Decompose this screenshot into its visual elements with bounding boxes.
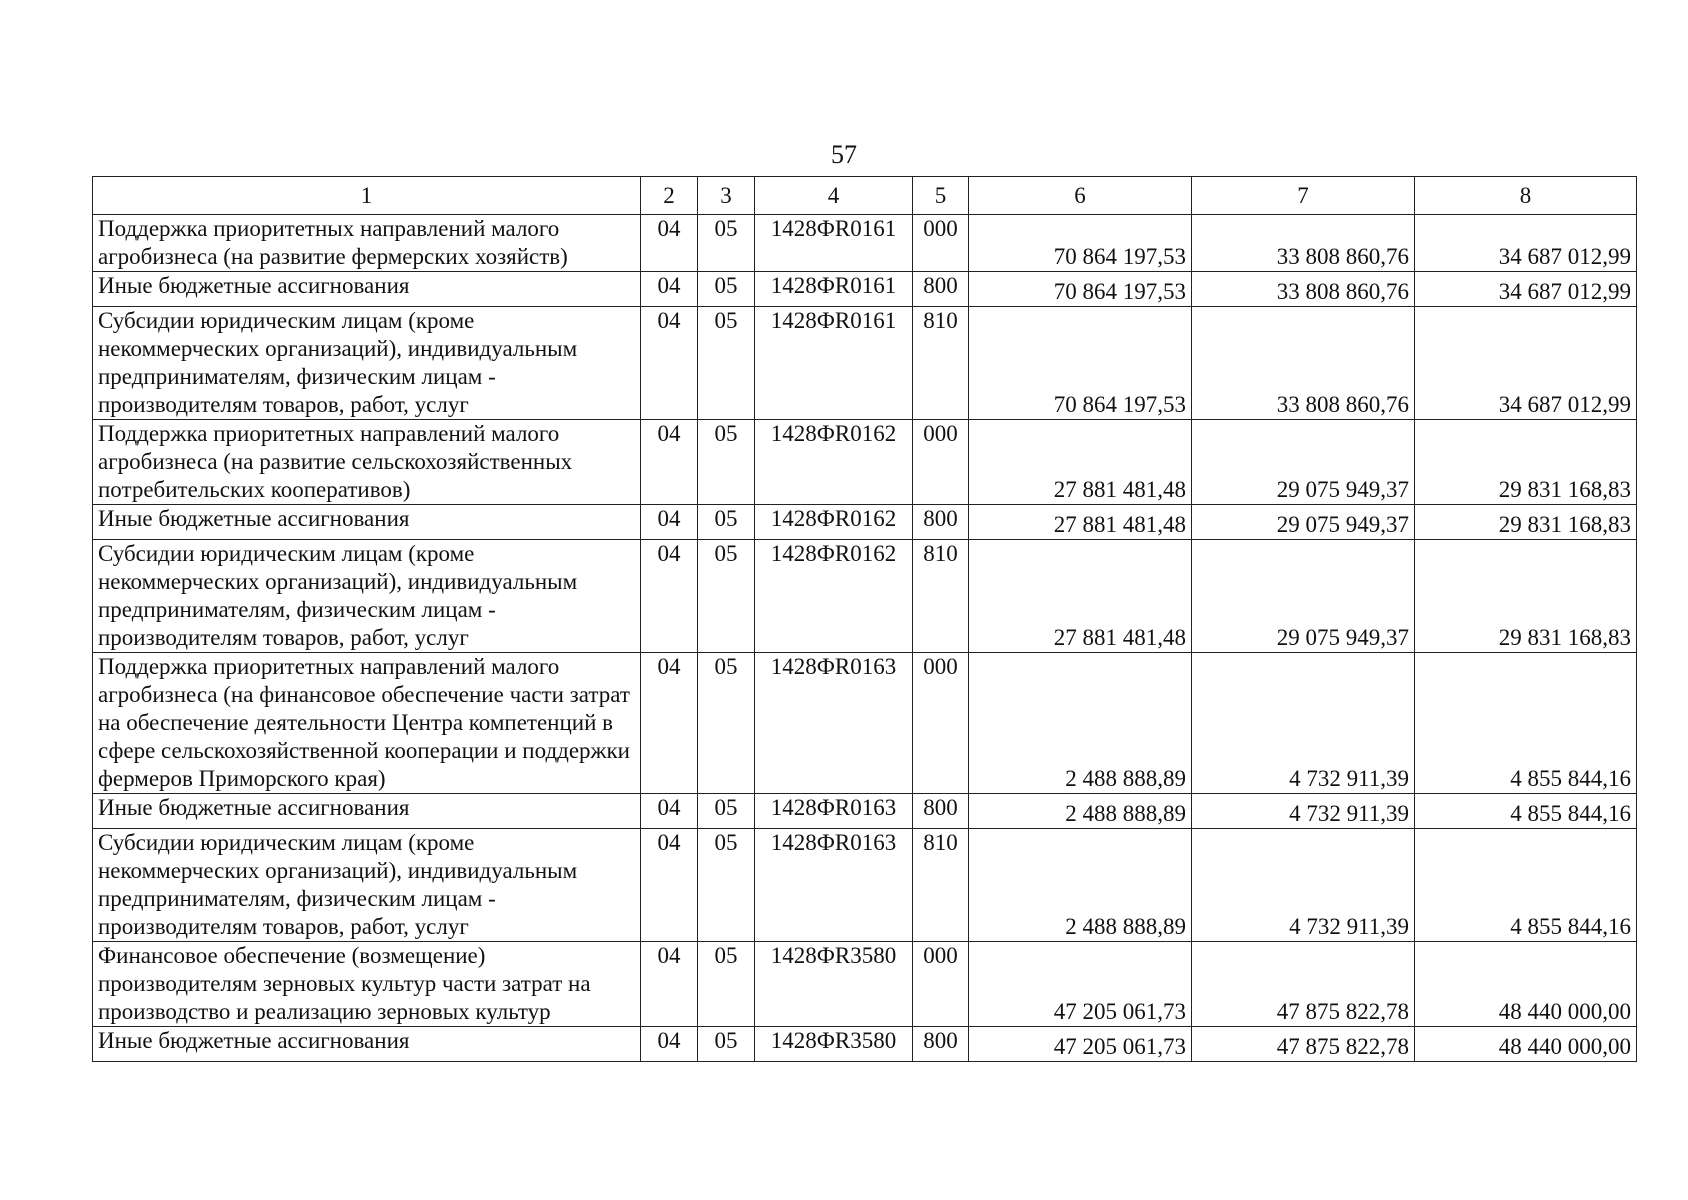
row-target-code: 1428ФR0163 — [755, 794, 913, 829]
row-target-code: 1428ФR0161 — [755, 215, 913, 272]
row-target-code: 1428ФR0161 — [755, 272, 913, 307]
row-expense-type: 810 — [913, 307, 969, 420]
table-row — [93, 505, 1637, 540]
row-amount-col8: 29 831 168,83 — [1415, 505, 1637, 540]
row-section: 04 — [641, 420, 698, 505]
row-section: 04 — [641, 942, 698, 1027]
row-amount-col7: 4 732 911,39 — [1192, 653, 1415, 794]
table-row — [93, 540, 1637, 653]
row-expense-type: 800 — [913, 505, 969, 540]
row-amount-col6: 27 881 481,48 — [969, 540, 1192, 653]
row-amount-col8: 34 687 012,99 — [1415, 307, 1637, 420]
row-name: Поддержка приоритетных направлений малого агробизнеса (на развитие фермерских хозяйств) — [93, 215, 641, 272]
table-row — [93, 653, 1637, 794]
row-amount-col7: 4 732 911,39 — [1192, 829, 1415, 942]
row-amount-col6: 70 864 197,53 — [969, 307, 1192, 420]
row-amount-col8: 4 855 844,16 — [1415, 829, 1637, 942]
row-name: Поддержка приоритетных направлений малого агробизнеса (на финансовое обеспечение части затрат на обеспечение деятельности Центра компетенций в сфере сельскохозяйственной кооперации и поддержки фермеров Приморского края) — [93, 653, 641, 794]
row-expense-type: 800 — [913, 794, 969, 829]
row-subsection: 05 — [698, 942, 755, 1027]
row-amount-col6: 70 864 197,53 — [969, 272, 1192, 307]
page-number: 57 — [831, 140, 857, 169]
header-col-1: 1 — [93, 177, 641, 215]
row-amount-col6: 2 488 888,89 — [969, 653, 1192, 794]
row-target-code: 1428ФR3580 — [755, 942, 913, 1027]
header-row — [93, 177, 1637, 215]
header-col-6: 6 — [969, 177, 1192, 215]
row-target-code: 1428ФR3580 — [755, 1027, 913, 1062]
row-subsection: 05 — [698, 540, 755, 653]
row-amount-col7: 47 875 822,78 — [1192, 942, 1415, 1027]
row-subsection: 05 — [698, 1027, 755, 1062]
row-amount-col6: 47 205 061,73 — [969, 1027, 1192, 1062]
row-subsection: 05 — [698, 215, 755, 272]
row-amount-col8: 29 831 168,83 — [1415, 540, 1637, 653]
row-section: 04 — [641, 307, 698, 420]
header-col-4: 4 — [755, 177, 913, 215]
row-section: 04 — [641, 653, 698, 794]
row-amount-col8: 48 440 000,00 — [1415, 942, 1637, 1027]
table-row — [93, 307, 1637, 420]
table-row — [93, 215, 1637, 272]
row-target-code: 1428ФR0161 — [755, 307, 913, 420]
row-subsection: 05 — [698, 505, 755, 540]
row-target-code: 1428ФR0162 — [755, 505, 913, 540]
row-name: Субсидии юридическим лицам (кроме некоммерческих организаций), индивидуальным предпринимателям, физическим лицам - производителям товаров, работ, услуг — [93, 829, 641, 942]
table-row — [93, 942, 1637, 1027]
header-col-3: 3 — [698, 177, 755, 215]
header-col-2: 2 — [641, 177, 698, 215]
row-subsection: 05 — [698, 420, 755, 505]
row-section: 04 — [641, 794, 698, 829]
row-name: Иные бюджетные ассигнования — [93, 505, 641, 540]
row-expense-type: 000 — [913, 215, 969, 272]
row-name: Иные бюджетные ассигнования — [93, 1027, 641, 1062]
row-name: Иные бюджетные ассигнования — [93, 794, 641, 829]
row-section: 04 — [641, 540, 698, 653]
row-amount-col6: 2 488 888,89 — [969, 829, 1192, 942]
header-col-8: 8 — [1415, 177, 1637, 215]
row-section: 04 — [641, 505, 698, 540]
row-expense-type: 800 — [913, 272, 969, 307]
row-section: 04 — [641, 829, 698, 942]
row-section: 04 — [641, 215, 698, 272]
row-subsection: 05 — [698, 829, 755, 942]
row-amount-col6: 2 488 888,89 — [969, 794, 1192, 829]
row-amount-col6: 70 864 197,53 — [969, 215, 1192, 272]
row-name: Финансовое обеспечение (возмещение) производителям зерновых культур части затрат на производство и реализацию зерновых культур — [93, 942, 641, 1027]
row-amount-col8: 4 855 844,16 — [1415, 653, 1637, 794]
row-subsection: 05 — [698, 307, 755, 420]
row-name: Иные бюджетные ассигнования — [93, 272, 641, 307]
row-amount-col7: 4 732 911,39 — [1192, 794, 1415, 829]
row-amount-col7: 33 808 860,76 — [1192, 215, 1415, 272]
row-name: Субсидии юридическим лицам (кроме некоммерческих организаций), индивидуальным предпринимателям, физическим лицам - производителям товаров, работ, услуг — [93, 540, 641, 653]
row-amount-col8: 34 687 012,99 — [1415, 215, 1637, 272]
row-amount-col8: 4 855 844,16 — [1415, 794, 1637, 829]
row-amount-col7: 29 075 949,37 — [1192, 540, 1415, 653]
table-row — [93, 1027, 1637, 1062]
row-expense-type: 800 — [913, 1027, 969, 1062]
budget-table — [92, 176, 1637, 1062]
table-row — [93, 794, 1637, 829]
row-subsection: 05 — [698, 272, 755, 307]
row-target-code: 1428ФR0162 — [755, 420, 913, 505]
row-expense-type: 810 — [913, 540, 969, 653]
row-amount-col7: 29 075 949,37 — [1192, 505, 1415, 540]
row-name: Поддержка приоритетных направлений малого агробизнеса (на развитие сельскохозяйственных потребительских кооперативов) — [93, 420, 641, 505]
row-expense-type: 000 — [913, 653, 969, 794]
row-amount-col8: 34 687 012,99 — [1415, 272, 1637, 307]
row-amount-col7: 29 075 949,37 — [1192, 420, 1415, 505]
table-row — [93, 420, 1637, 505]
table-row — [93, 829, 1637, 942]
row-section: 04 — [641, 272, 698, 307]
row-amount-col6: 27 881 481,48 — [969, 420, 1192, 505]
row-amount-col6: 27 881 481,48 — [969, 505, 1192, 540]
row-amount-col7: 33 808 860,76 — [1192, 272, 1415, 307]
table-row — [93, 272, 1637, 307]
row-amount-col8: 29 831 168,83 — [1415, 420, 1637, 505]
row-subsection: 05 — [698, 653, 755, 794]
row-name: Субсидии юридическим лицам (кроме некоммерческих организаций), индивидуальным предпринимателям, физическим лицам - производителям товаров, работ, услуг — [93, 307, 641, 420]
row-target-code: 1428ФR0163 — [755, 829, 913, 942]
header-col-7: 7 — [1192, 177, 1415, 215]
row-amount-col7: 33 808 860,76 — [1192, 307, 1415, 420]
header-col-5: 5 — [913, 177, 969, 215]
row-section: 04 — [641, 1027, 698, 1062]
row-target-code: 1428ФR0163 — [755, 653, 913, 794]
row-amount-col8: 48 440 000,00 — [1415, 1027, 1637, 1062]
row-amount-col6: 47 205 061,73 — [969, 942, 1192, 1027]
row-subsection: 05 — [698, 794, 755, 829]
row-expense-type: 000 — [913, 420, 969, 505]
row-target-code: 1428ФR0162 — [755, 540, 913, 653]
row-expense-type: 000 — [913, 942, 969, 1027]
row-expense-type: 810 — [913, 829, 969, 942]
row-amount-col7: 47 875 822,78 — [1192, 1027, 1415, 1062]
